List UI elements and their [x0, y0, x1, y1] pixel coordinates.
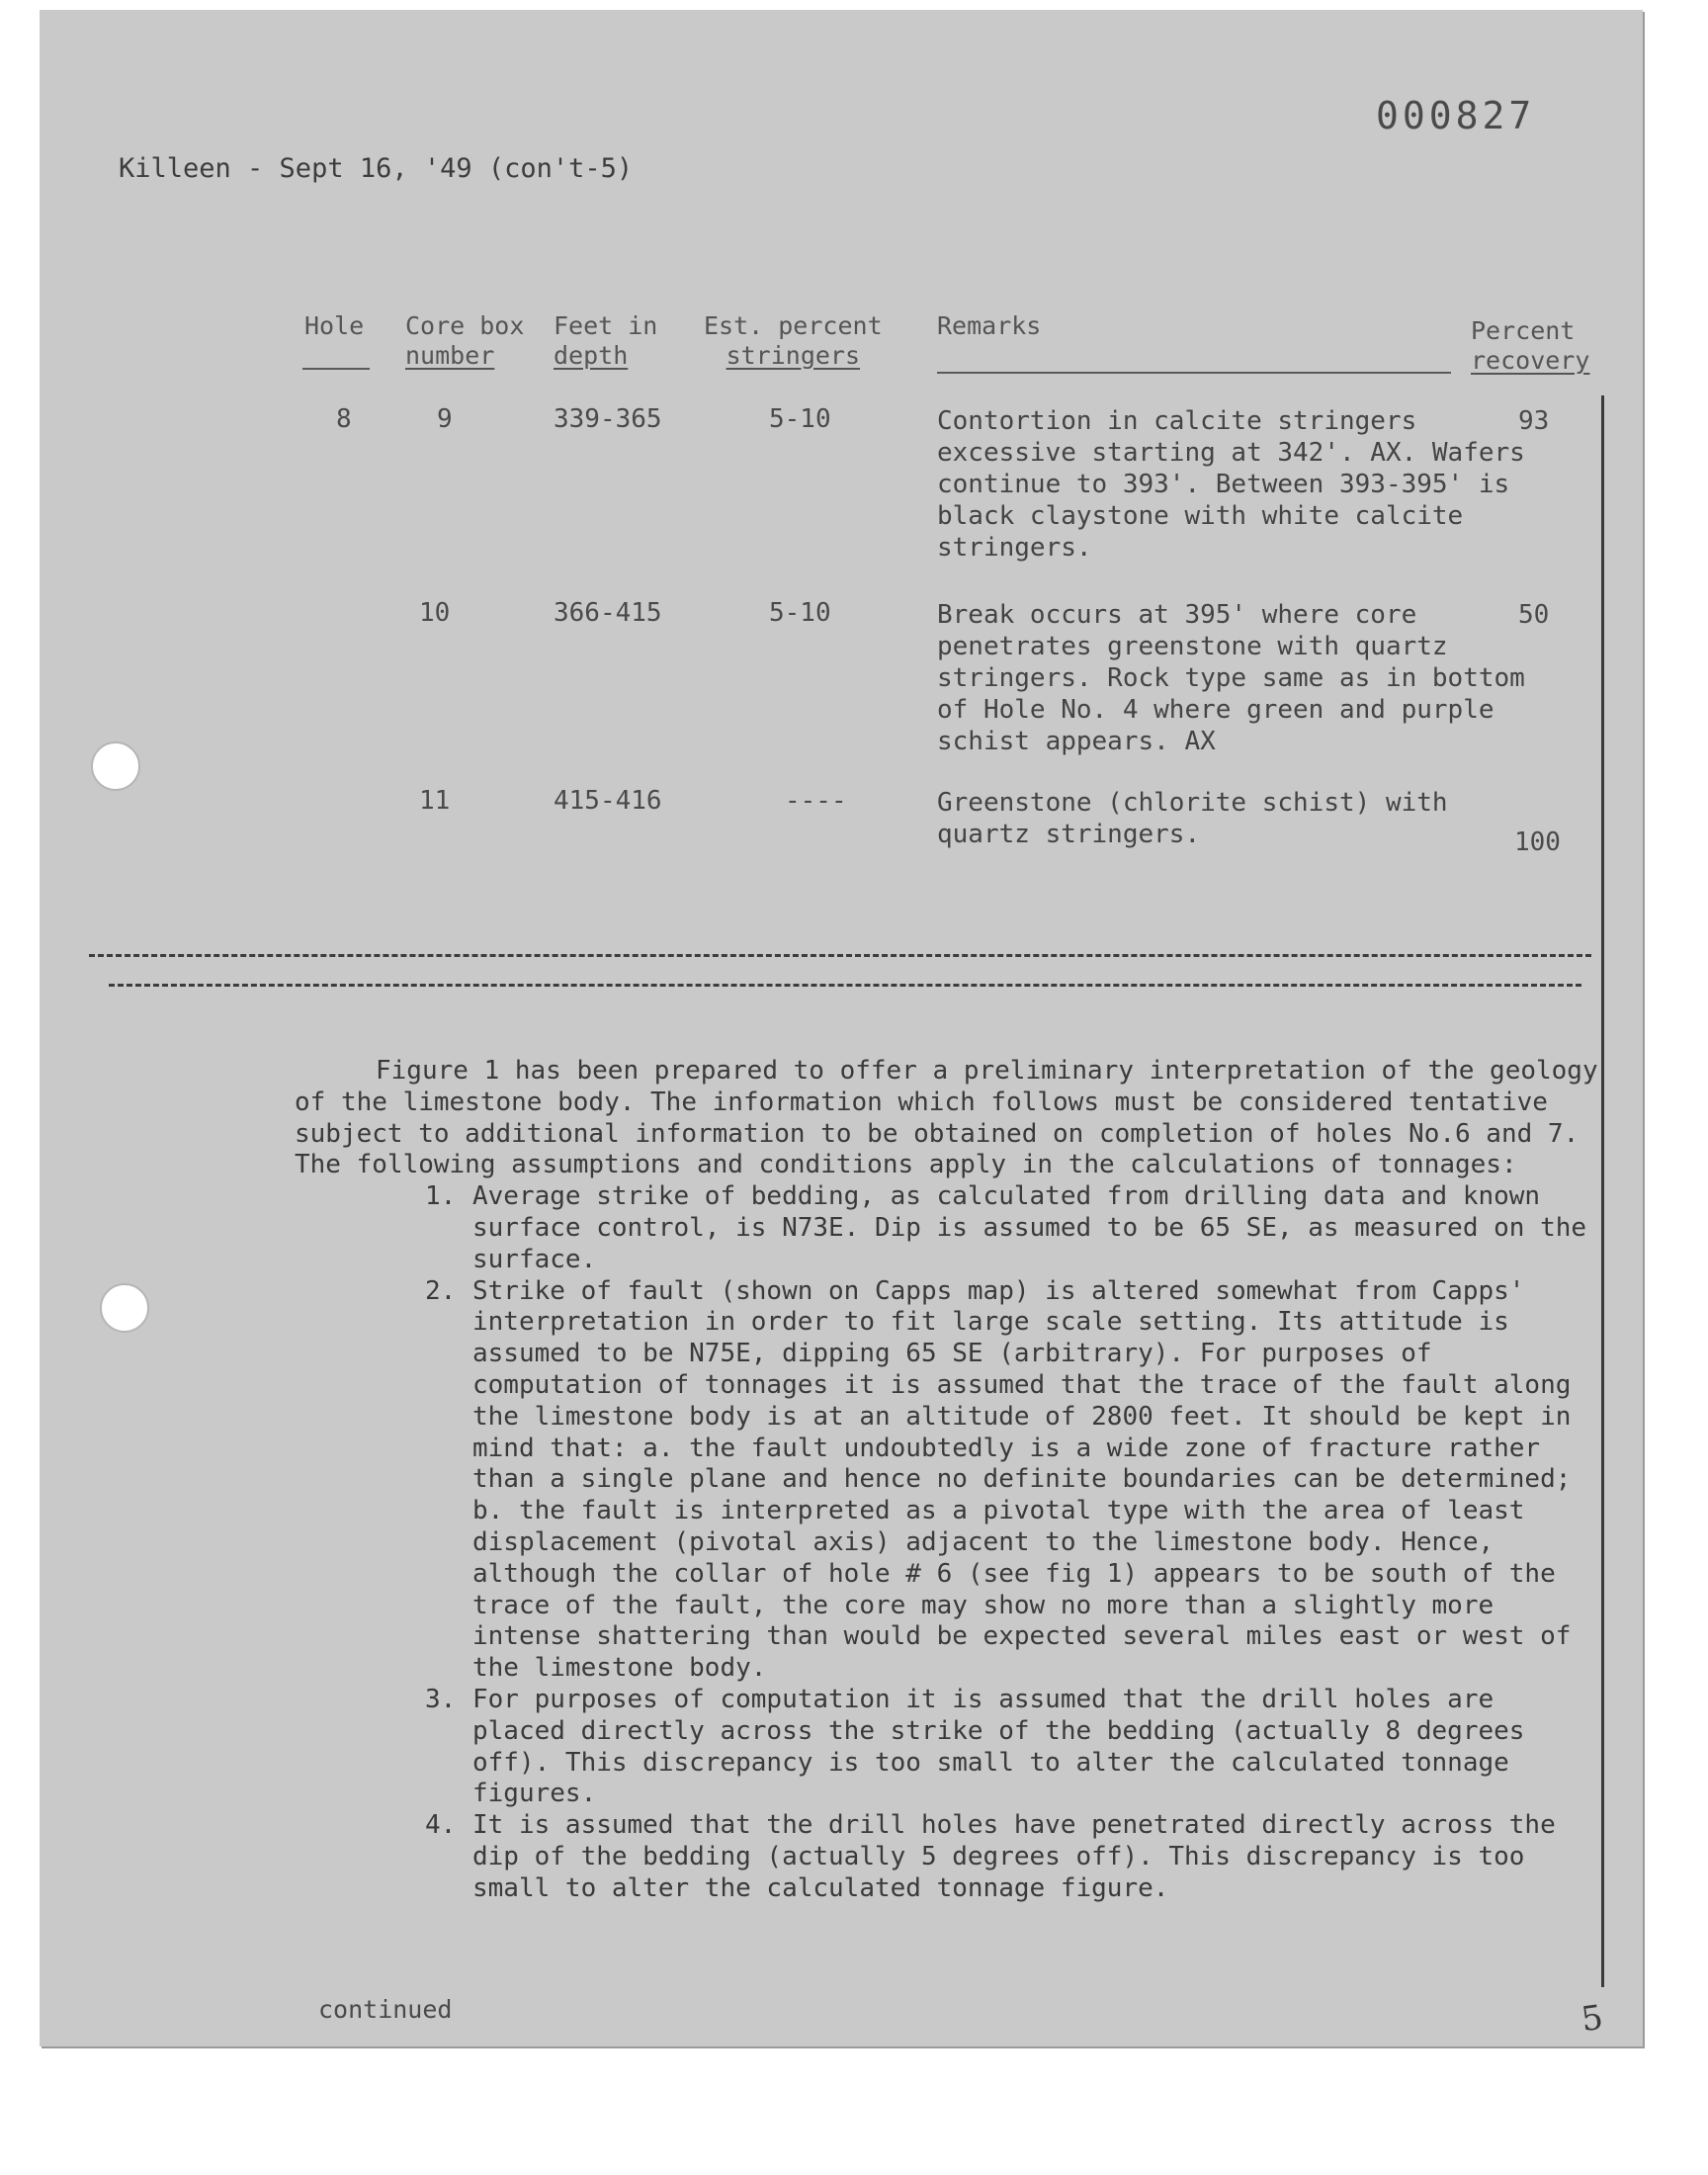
dashed-divider-1 [89, 954, 1591, 957]
row1-feet: 339-365 [554, 404, 662, 434]
header-hole: Hole [304, 311, 365, 340]
body-text [295, 1056, 1599, 1905]
dashed-divider-2 [109, 984, 1581, 987]
row2-core-box: 10 [419, 598, 451, 628]
punch-hole-top [91, 741, 140, 791]
punch-hole-bottom [100, 1283, 149, 1333]
row3-core-box: 11 [419, 786, 451, 816]
assumption-2: 2. Strike of fault (shown on Capps map) is altered somewhat from Capps' interpretation in order to fit large scale setting. Its attitude is assumed to be N75E, dipping 65 SE (arbitrary). For purposes of computation of tonnages it is assumed that the trace of the fault along the limestone body is at an altitude of 2800 feet. It should be kept in mind that: a. the fault undoubtedly is a wide zone of fracture rather than a single plane and hence no definite boundaries can be determined; b. the fault is interpreted as a pivotal type with the area of least displacement (pivotal axis) adjacent to the limestone body. Hence, although the collar of hole # 6 (see fig 1) appears to be south of the trace of the fault, the core may show no more than a slightly more intense shattering than would be expected several miles east or west of the limestone body. [425, 1275, 1572, 1684]
page-header: Killeen - Sept 16, '49 (con't-5) [119, 153, 634, 184]
header-feet: Feet in depth [554, 311, 658, 370]
page-number: 000827 [1376, 94, 1536, 137]
row1-remarks: Contortion in calcite stringers excessive starting at 342'. AX. Wafers continue to 393'. Between 393-395' is black claystone with white calcite stringers. [937, 406, 1525, 563]
header-remarks: Remarks [937, 311, 1042, 340]
row3-feet: 415-416 [554, 786, 662, 816]
header-rule-hole [302, 368, 370, 370]
header-recovery: Percent recovery [1471, 316, 1590, 375]
margin-bar [1601, 395, 1604, 1987]
row2-remarks: Break occurs at 395' where core penetrates greenstone with quartz stringers. Rock type same as in bottom of Hole No. 4 where green and purple schist appears. AX [937, 600, 1525, 756]
handwritten-page-mark: 5 [1579, 1997, 1606, 2041]
row1-stringers: 5-10 [769, 404, 831, 434]
document-page [40, 10, 1643, 2046]
header-rule-remarks [937, 372, 1451, 374]
assumption-3: 3. For purposes of computation it is assumed that the drill holes are placed directly across the strike of the bedding (actually 8 degrees off). This discrepancy is too small to alter the calculated tonnage figures. [425, 1684, 1525, 1809]
row2-stringers: 5-10 [769, 598, 831, 628]
row3-stringers: ---- [785, 786, 847, 816]
continued-note: continued [318, 1995, 453, 2024]
header-core-box: Core box number [405, 311, 525, 370]
row1-core-box: 9 [437, 404, 453, 434]
row3-remarks: Greenstone (chlorite schist) with quartz stringers. [937, 788, 1448, 849]
row2-recovery: 50 [1518, 600, 1550, 630]
intro-paragraph: Figure 1 has been prepared to offer a preliminary interpretation of the geology of the limestone body. The information which follows must be considered tentative subject to additional information to be obtained on completion of holes No.6 and 7. The following assumptions and conditions apply in the calculations of tonnages: [295, 1056, 1598, 1180]
assumption-4: 4. It is assumed that the drill holes have penetrated directly across the dip of the bedding (actually 5 degrees off). This discrepancy is too small to alter the calculated tonnage figure. [425, 1810, 1556, 1903]
row3-recovery: 100 [1514, 827, 1561, 857]
assumption-1: 1. Average strike of bedding, as calculated from drilling data and known surface control, is N73E. Dip is assumed to be 65 SE, as measured on the surface. [425, 1181, 1587, 1274]
row1-hole: 8 [336, 404, 352, 434]
header-stringers: Est. percent stringers [704, 311, 883, 370]
row1-recovery: 93 [1518, 406, 1550, 436]
row2-feet: 366-415 [554, 598, 662, 628]
